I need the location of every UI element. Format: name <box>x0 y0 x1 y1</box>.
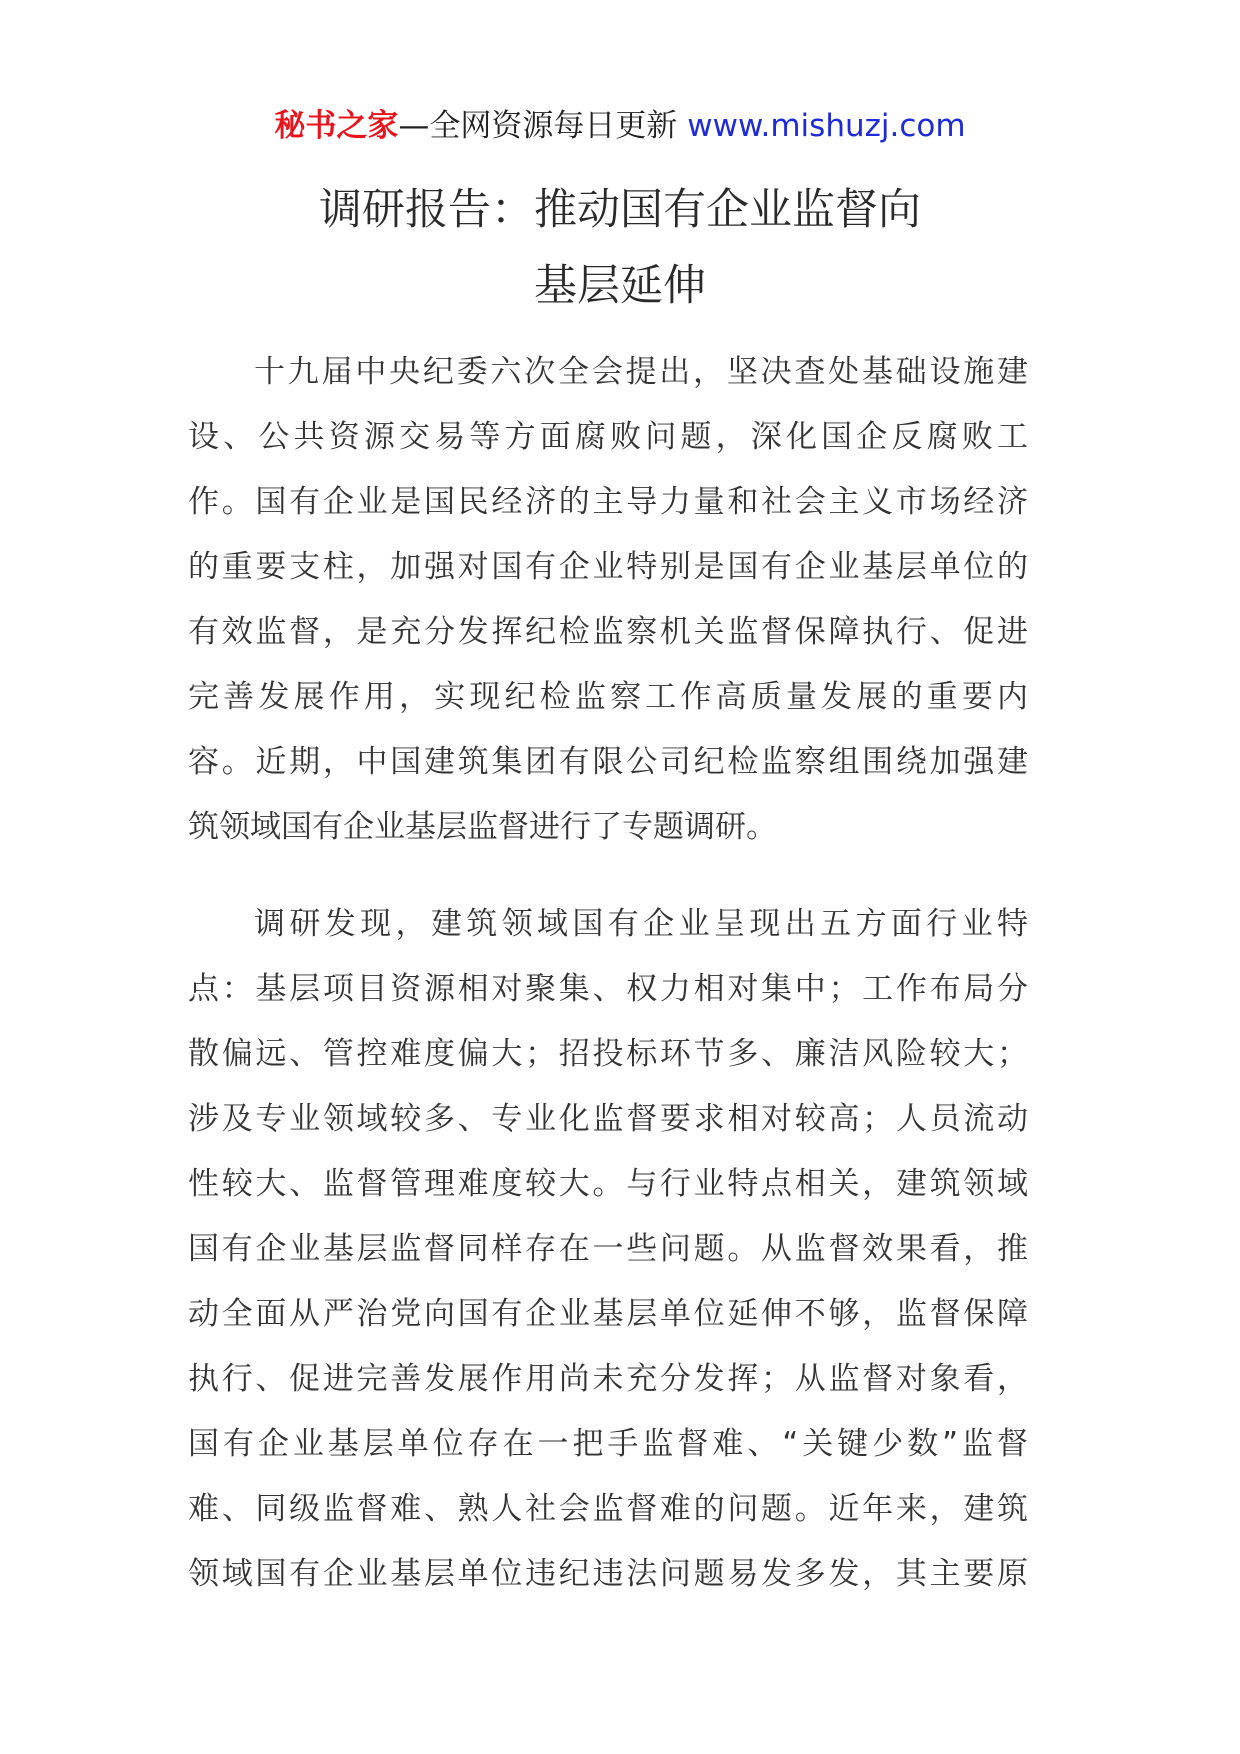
site-header <box>0 104 1240 148</box>
paragraph-line: 性较大、监督管理难度较大。与行业特点相关，建筑领域 <box>188 1166 1028 1202</box>
paragraph-line: 有效监督，是充分发挥纪检监察机关监督保障执行、促进 <box>188 614 1028 650</box>
paragraph-line: 筑领域国有企业基层监督进行了专题调研。 <box>188 809 777 845</box>
site-slogan: —全网资源每日更新 <box>398 108 678 144</box>
paragraph-line: 的重要支柱，加强对国有企业特别是国有企业基层单位的 <box>188 549 1028 585</box>
paragraph-line: 散偏远、管控难度偏大；招投标环节多、廉洁风险较大； <box>188 1036 1028 1072</box>
site-url-link[interactable]: www.mishuzj.com <box>687 108 966 144</box>
paragraph-line: 容。近期，中国建筑集团有限公司纪检监察组围绕加强建 <box>188 744 1028 780</box>
paragraph-line: 十九届中央纪委六次全会提出，坚决查处基础设施建 <box>254 354 1028 390</box>
document-title-line-1: 调研报告：推动国有企业监督向 <box>319 185 921 235</box>
paragraph-line: 设、公共资源交易等方面腐败问题，深化国企反腐败工 <box>188 419 1028 455</box>
paragraph-line: 执行、促进完善发展作用尚未充分发挥；从监督对象看， <box>188 1361 1028 1397</box>
document-title <box>170 172 1070 324</box>
document-body <box>188 340 1028 1607</box>
paragraph-1 <box>188 340 1028 860</box>
document-title-line-2: 基层延伸 <box>534 261 706 311</box>
paragraph-line: 领域国有企业基层单位违纪违法问题易发多发，其主要原 <box>188 1556 1028 1592</box>
paragraph-line: 调研发现，建筑领域国有企业呈现出五方面行业特 <box>254 906 1028 942</box>
paragraph-line: 点：基层项目资源相对聚集、权力相对集中；工作布局分 <box>188 971 1028 1007</box>
paragraph-line: 难、同级监督难、熟人社会监督难的问题。近年来，建筑 <box>188 1491 1028 1527</box>
paragraph-line: 动全面从严治党向国有企业基层单位延伸不够，监督保障 <box>188 1296 1028 1332</box>
paragraph-line: 涉及专业领域较多、专业化监督要求相对较高；人员流动 <box>188 1101 1028 1137</box>
paragraph-line: 完善发展作用，实现纪检监察工作高质量发展的重要内 <box>188 679 1028 715</box>
paragraph-line: 国有企业基层单位存在一把手监督难、“关键少数”监督 <box>188 1426 1028 1462</box>
paragraph-line: 作。国有企业是国民经济的主导力量和社会主义市场经济 <box>188 484 1028 520</box>
paragraph-2 <box>188 892 1028 1607</box>
site-brand: 秘书之家 <box>274 108 399 144</box>
paragraph-line: 国有企业基层监督同样存在一些问题。从监督效果看，推 <box>188 1231 1028 1267</box>
